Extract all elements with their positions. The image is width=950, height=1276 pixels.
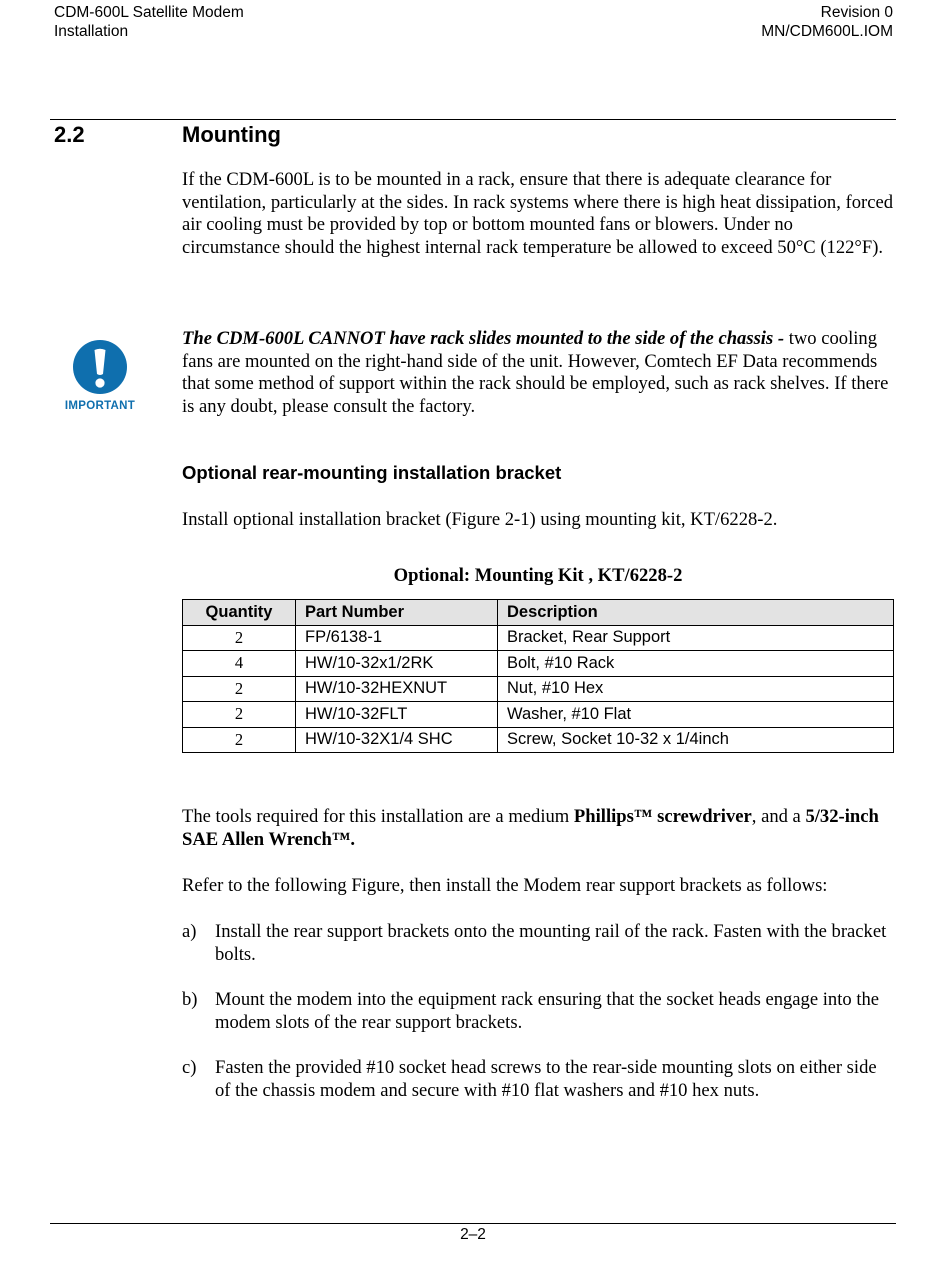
document-title: CDM-600L Satellite Modem: [54, 4, 244, 21]
quantity-cell: 2: [183, 625, 296, 651]
chapter-name: Installation: [54, 23, 129, 40]
quantity-cell: 2: [183, 676, 296, 702]
section-title: Mounting: [182, 122, 281, 147]
subsection-heading: Optional rear-mounting installation bracket: [182, 462, 562, 483]
table-row: [183, 676, 894, 702]
part-number-cell: FP/6138-1: [296, 625, 498, 651]
important-notice-icon-block: [62, 339, 138, 412]
refer-paragraph: Refer to the following Figure, then install the Modem rear support brackets as follows:: [182, 875, 828, 896]
column-header-quantity: Quantity: [183, 600, 296, 626]
tools-screwdriver: Phillips™ screwdriver: [573, 806, 752, 827]
part-number-cell: HW/10-32x1/2RK: [296, 651, 498, 677]
table-caption: Optional: Mounting Kit , KT/6228-2: [393, 565, 683, 586]
page-number: 2–2: [460, 1226, 486, 1243]
page-header-right: [761, 3, 893, 41]
part-number-cell: HW/10-32FLT: [296, 702, 498, 728]
exclamation-circle-icon: [72, 339, 128, 395]
important-note-text: two cooling fans are mounted on the right-hand side of the unit. However, Comtech EF Data recommends that some method of support within the rack should be employed, such as rack shelves. If there is any doubt, please consult the factory.: [182, 328, 889, 417]
tools-text-1: The tools required for this installation are a medium: [182, 806, 574, 827]
tools-text-2: , and a: [751, 806, 806, 827]
quantity-cell: 2: [183, 702, 296, 728]
section-divider: [50, 119, 896, 120]
step-letter: c): [182, 1057, 197, 1078]
manual-number: MN/CDM600L.IOM: [761, 23, 893, 40]
part-number-cell: HW/10-32HEXNUT: [296, 676, 498, 702]
table-row: [183, 702, 894, 728]
revision-label: Revision 0: [820, 4, 893, 21]
intro-paragraph: If the CDM-600L is to be mounted in a rack, ensure that there is adequate clearance for ventilation, particularly at the sides. In rack systems where there is high heat dissipation, forced air cooling must be provided by top or bottom mounted fans or blowers. Under no circumstance should the highest internal rack temperature be allowed to exceed 50°C (122°F).: [182, 169, 894, 258]
important-label: IMPORTANT: [64, 400, 136, 412]
quantity-cell: 4: [183, 651, 296, 677]
description-cell: Bracket, Rear Support: [498, 625, 894, 651]
step-letter: a): [182, 921, 197, 942]
footer-divider: [50, 1223, 896, 1224]
description-cell: Nut, #10 Hex: [498, 676, 894, 702]
page-header-left: [54, 3, 244, 41]
part-number-cell: HW/10-32X1/4 SHC: [296, 727, 498, 753]
tools-paragraph: [182, 806, 894, 851]
column-header-part-number: Part Number: [296, 600, 498, 626]
step-letter: b): [182, 989, 198, 1010]
table-row: [183, 625, 894, 651]
description-cell: Screw, Socket 10-32 x 1/4inch: [498, 727, 894, 753]
table-row: [183, 651, 894, 677]
table-row: [183, 727, 894, 753]
table-header-row: [183, 600, 894, 626]
install-paragraph: Install optional installation bracket (Figure 2-1) using mounting kit, KT/6228-2.: [182, 509, 778, 530]
step-text: Install the rear support brackets onto the mounting rail of the rack. Fasten with the bracket bolts.: [215, 921, 887, 965]
important-note-paragraph: [182, 328, 894, 418]
step-text: Mount the modem into the equipment rack ensuring that the socket heads engage into the modem slots of the rear support brackets.: [215, 989, 880, 1033]
step-text: Fasten the provided #10 socket head screws to the rear-side mounting slots on either side of the chassis modem and secure with #10 flat washers and #10 hex nuts.: [215, 1057, 877, 1101]
important-note-emphasis: The CDM-600L CANNOT have rack slides mounted to the side of the chassis -: [182, 328, 785, 349]
mounting-kit-table: [182, 599, 894, 753]
section-number: 2.2: [54, 122, 85, 147]
column-header-description: Description: [498, 600, 894, 626]
description-cell: Bolt, #10 Rack: [498, 651, 894, 677]
tools-allen-wrench: 5/32-inch SAE Allen Wrench™.: [182, 806, 879, 850]
quantity-cell: 2: [183, 727, 296, 753]
description-cell: Washer, #10 Flat: [498, 702, 894, 728]
